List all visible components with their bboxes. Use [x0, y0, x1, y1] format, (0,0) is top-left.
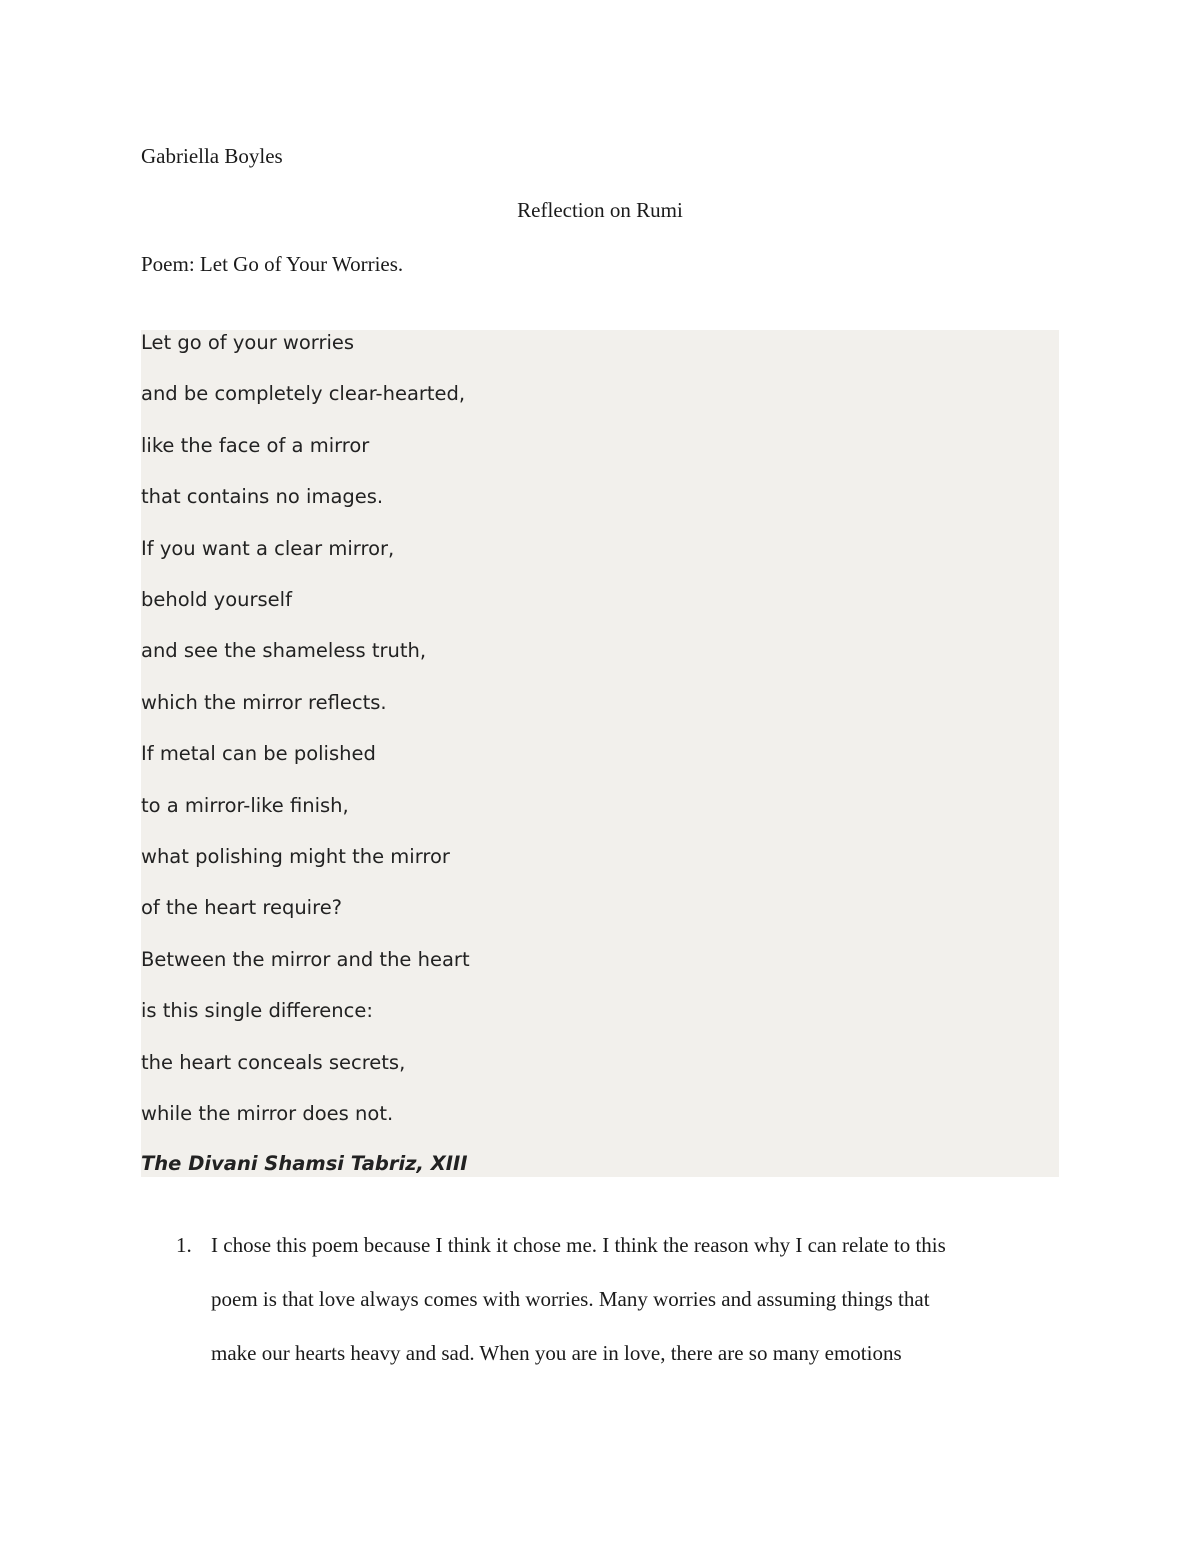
poem-line: which the mirror reflects.	[141, 691, 387, 714]
poem-block	[141, 330, 1059, 1177]
poem-line: like the face of a mirror	[141, 434, 370, 457]
poem-line: while the mirror does not.	[141, 1102, 394, 1125]
poem-line: the heart conceals secrets,	[141, 1051, 406, 1074]
poem-line: is this single difference:	[141, 999, 373, 1022]
poem-line: Let go of your worries	[141, 331, 355, 354]
poem-line: of the heart require?	[141, 896, 343, 919]
poem-line: and be completely clear-hearted,	[141, 382, 466, 405]
poem-line: If metal can be polished	[141, 742, 376, 765]
document-title: Reflection on Rumi	[517, 198, 683, 222]
poem-source: The Divani Shamsi Tabriz, XIII	[141, 1152, 468, 1175]
poem-line: that contains no images.	[141, 485, 384, 508]
poem-line: If you want a clear mirror,	[141, 537, 395, 560]
poem-line: what polishing might the mirror	[141, 845, 450, 868]
author-name: Gabriella Boyles	[141, 144, 283, 168]
answer-line: make our hearts heavy and sad. When you are in love, there are so many emotions	[211, 1341, 902, 1365]
poem-line: Between the mirror and the heart	[141, 948, 470, 971]
answer-line: poem is that love always comes with worries. Many worries and assuming things that	[211, 1287, 930, 1311]
poem-line: to a mirror-like finish,	[141, 794, 349, 817]
poem-line: and see the shameless truth,	[141, 639, 427, 662]
poem-label: Poem: Let Go of Your Worries.	[141, 252, 404, 276]
answer-number: 1.	[176, 1233, 192, 1257]
answer-line: I chose this poem because I think it chose me. I think the reason why I can relate to this	[211, 1233, 946, 1257]
poem-line: behold yourself	[141, 588, 292, 611]
